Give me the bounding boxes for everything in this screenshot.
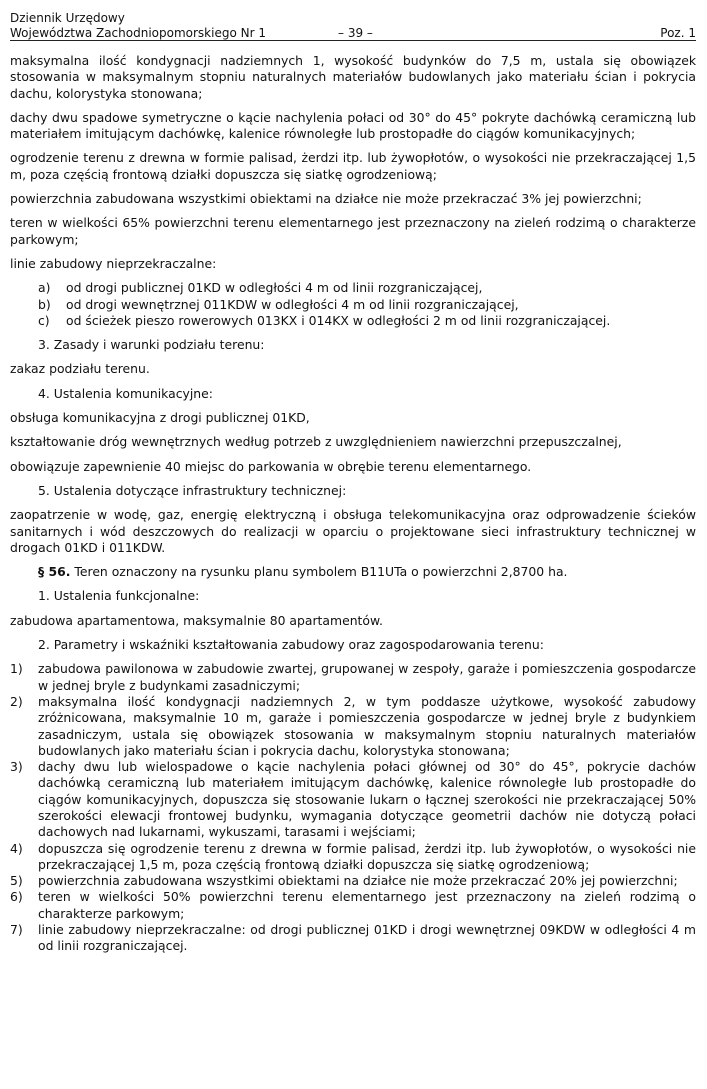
list-marker: b) bbox=[38, 296, 51, 312]
list-marker: 5) bbox=[10, 873, 23, 889]
list-item-text: dachy dwu lub wielospadowe o kącie nachylenia połaci głównej od 30° do 45°, pokrycie dachów dachówką ceramiczną lub materiałem imitującym dachówkę, kalenice równoległe lub prostopadłe do ciągów komunikacyjnych, dopuszcza się stosowanie lukarn o łącznej szerokości nie przekraczającej 50% szerokości elewacji frontowej budynku, wymagania dotyczące geometrii dachów nie dotyczą połaci dachowych nad lukarnami, wykuszami, tarasami i wejściami; bbox=[38, 759, 696, 840]
paragraph: linie zabudowy nieprzekraczalne: bbox=[10, 255, 217, 271]
section-heading: 2. Parametry i wskaźniki kształtowania zabudowy oraz zagospodarowania terenu: bbox=[38, 637, 544, 653]
section-heading: 4. Ustalenia komunikacyjne: bbox=[38, 385, 213, 401]
paragraph: zaopatrzenie w wodę, gaz, energię elektryczną i obsługa telekomunikacyjna oraz odprowadzenie ścieków sanitarnych i wód deszczowych do realizacji w oparciu o projektowane sieci infrastruktury technicznej w drogach 01KD i 011KDW. bbox=[10, 507, 696, 555]
document-body bbox=[10, 41, 696, 955]
list-item bbox=[10, 922, 696, 955]
list-marker: 7) bbox=[10, 922, 23, 938]
list-item-text: powierzchnia zabudowana wszystkimi obiektami na działce nie może przekraczać 20% jej powierzchni; bbox=[38, 873, 678, 889]
list-item bbox=[10, 694, 696, 759]
section-heading: 5. Ustalenia dotyczące infrastruktury technicznej: bbox=[38, 482, 347, 498]
paragraph-56-text: Teren oznaczony na rysunku planu symbolem B11UTa o powierzchni 2,8700 ha. bbox=[70, 564, 568, 580]
section-heading: 3. Zasady i warunki podziału terenu: bbox=[38, 337, 265, 353]
document-page bbox=[10, 8, 696, 955]
numbered-list bbox=[10, 661, 696, 954]
list-item bbox=[10, 889, 696, 922]
list-item-text: od ścieżek pieszo rowerowych 013KX i 014KX w odległości 2 m od linii rozgraniczającej. bbox=[66, 312, 611, 328]
list-item bbox=[10, 873, 696, 889]
list-marker: 2) bbox=[10, 693, 23, 709]
paragraph: dachy dwu spadowe symetryczne o kącie nachylenia połaci od 30° do 45° pokryte dachówką ceramiczną lub materiałem imitującym dachówkę, kalenice równoległe lub prostopadłe do ciągów komunikacyjnych; bbox=[10, 109, 696, 142]
position-number: Poz. 1 bbox=[660, 26, 696, 40]
paragraph: zabudowa apartamentowa, maksymalnie 80 apartamentów. bbox=[10, 612, 383, 628]
list-marker: 1) bbox=[10, 661, 23, 677]
paragraph: obsługa komunikacyjna z drogi publicznej 01KD, bbox=[10, 410, 310, 426]
list-item bbox=[10, 661, 696, 694]
paragraph-56-heading bbox=[10, 564, 696, 580]
list-item-text: od drogi wewnętrznej 011KDW w odległości 4 m od linii rozgraniczającej, bbox=[66, 296, 519, 312]
list-item-text: linie zabudowy nieprzekraczalne: od drogi publicznej 01KD i drogi wewnętrznej 09KDW w odległości 4 m od linii rozgraniczającej. bbox=[38, 922, 696, 954]
list-item bbox=[10, 280, 696, 296]
list-item bbox=[10, 759, 696, 840]
list-item-text: maksymalna ilość kondygnacji nadziemnych 2, w tym poddasze użytkowe, wysokość zabudowy zróżnicowana, maksymalnie 10 m, garaże i pomieszczenia gospodarcze w jednej bryle z budynkiem zasadniczym, ustala się obowiązek stosowania w maksymalnym stopniu naturalnych materiałów budowlanych jako materiału ścian i pokrycia dachu, kolorystyka stonowana; bbox=[38, 693, 696, 758]
page-header bbox=[10, 8, 696, 41]
list-marker: 6) bbox=[10, 889, 23, 905]
list-item-text: dopuszcza się ogrodzenie terenu z drewna w formie palisad, żerdzi itp. lub żywopłotów, o wysokości nie przekraczającej 1,5 m, poza częścią frontową działki dopuszcza się siatkę ogrodzeniową; bbox=[38, 840, 696, 872]
paragraph: kształtowanie dróg wewnętrznych według potrzeb z uwzględnieniem nawierzchni przepuszczalnej, bbox=[10, 434, 622, 450]
paragraph: obowiązuje zapewnienie 40 miejsc do parkowania w obrębie terenu elementarnego. bbox=[10, 458, 532, 474]
list-marker: a) bbox=[38, 280, 51, 296]
journal-subtitle: Województwa Zachodniopomorskiego Nr 1 bbox=[10, 26, 266, 40]
list-item bbox=[10, 313, 696, 329]
list-item-text: zabudowa pawilonowa w zabudowie zwartej, grupowanej w zespoły, garaże i pomieszczenia gospodarcze w jednej bryle z budynkami zasadniczymi; bbox=[38, 661, 696, 693]
lettered-list bbox=[10, 280, 696, 329]
section-heading: 1. Ustalenia funkcjonalne: bbox=[38, 588, 200, 604]
paragraph: ogrodzenie terenu z drewna w formie palisad, żerdzi itp. lub żywopłotów, o wysokości nie przekraczającej 1,5 m, poza częścią frontową działki dopuszcza się siatkę ogrodzeniową; bbox=[10, 150, 696, 182]
list-marker: 4) bbox=[10, 840, 23, 856]
list-marker: c) bbox=[38, 312, 50, 328]
paragraph: powierzchnia zabudowana wszystkimi obiektami na działce nie może przekraczać 3% jej powierzchni; bbox=[10, 191, 642, 207]
list-item bbox=[10, 841, 696, 874]
list-item-text: teren w wielkości 50% powierzchni terenu elementarnego jest przeznaczony na zieleń rodzimą o charakterze parkowym; bbox=[38, 889, 696, 921]
paragraph: maksymalna ilość kondygnacji nadziemnych 1, wysokość budynków do 7,5 m, ustala się obowiązek stosowania w maksymalnym stopniu naturalnych materiałów budowlanych jako materiału ścian i pokrycia dachu, kolorystyka stonowana; bbox=[10, 53, 696, 101]
journal-title: Dziennik Urzędowy bbox=[10, 11, 125, 25]
paragraph-number: § 56. bbox=[38, 564, 71, 580]
list-item-text: od drogi publicznej 01KD w odległości 4 m od linii rozgraniczającej, bbox=[66, 280, 483, 296]
paragraph: zakaz podziału terenu. bbox=[10, 361, 150, 377]
list-marker: 3) bbox=[10, 759, 23, 775]
list-item bbox=[10, 297, 696, 313]
paragraph: teren w wielkości 65% powierzchni terenu elementarnego jest przeznaczony na zieleń rodzimą o charakterze parkowym; bbox=[10, 215, 696, 247]
page-number: – 39 – bbox=[338, 26, 373, 40]
